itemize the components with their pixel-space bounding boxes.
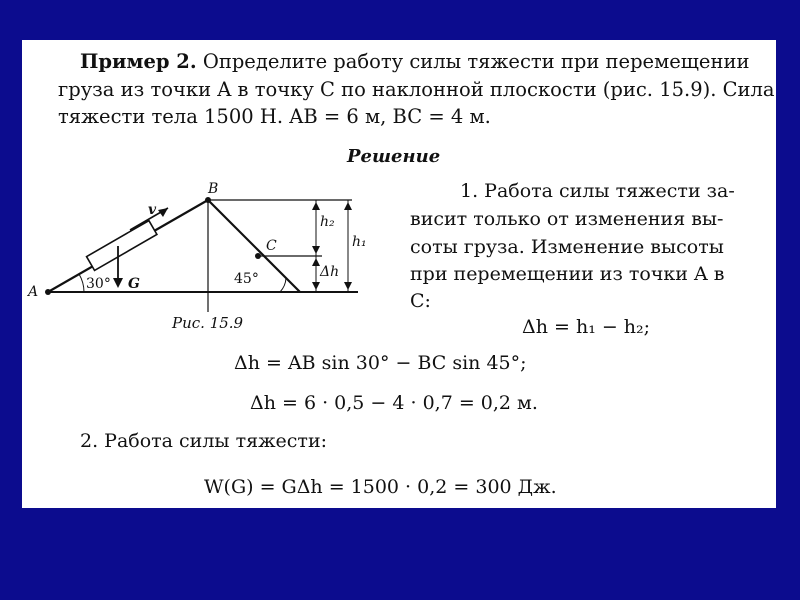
label-angle-45: 45° — [234, 271, 259, 287]
point-a — [45, 289, 51, 295]
formula-dh-def: Δh = h₁ − h₂; — [522, 316, 651, 338]
step1-line-5: C: — [410, 290, 431, 312]
step1-line-2: висит только от изменения вы- — [410, 208, 724, 230]
formula-calc: Δh = 6 · 0,5 − 4 · 0,7 = 0,2 м. — [250, 392, 538, 414]
point-b — [205, 197, 211, 203]
label-a: A — [28, 284, 39, 300]
gravity-arrowhead — [113, 278, 123, 288]
problem-line-1-text: Определите работу силы тяжести при перемещении — [202, 50, 750, 73]
figure-caption: Рис. 15.9 — [172, 314, 244, 332]
label-c: C — [266, 238, 277, 254]
step2-text: 2. Работа силы тяжести: — [80, 430, 328, 452]
angle-30-arc — [79, 274, 84, 292]
slide — [22, 40, 776, 508]
problem-title: Пример 2. — [80, 50, 197, 73]
label-angle-30: 30° — [86, 276, 111, 292]
formula-work: W(G) = GΔh = 1500 · 0,2 = 300 Дж. — [204, 476, 557, 498]
angle-45-arc — [280, 278, 286, 292]
label-b: B — [208, 181, 219, 197]
label-g: G — [128, 276, 140, 292]
step1-line-3: соты груза. Изменение высоты — [410, 236, 724, 258]
point-c — [255, 253, 261, 259]
label-v: v — [148, 202, 157, 218]
step1-line-4: при перемещении из точки A в — [410, 263, 725, 285]
label-h2: h₂ — [320, 214, 335, 230]
label-dh: Δh — [320, 264, 340, 280]
step1-line-1: 1. Работа силы тяжести за- — [460, 180, 735, 202]
problem-line-3: тяжести тела 1500 Н. AB = 6 м, BC = 4 м. — [58, 105, 491, 128]
load-block — [87, 221, 157, 271]
problem-line-2: груза из точки A в точку C по наклонной плоскости (рис. 15.9). Сила — [58, 78, 775, 101]
solution-heading: Решение — [347, 146, 441, 167]
label-h1: h₁ — [352, 234, 367, 250]
formula-dh: Δh = AB sin 30° − BC sin 45°; — [234, 352, 527, 374]
